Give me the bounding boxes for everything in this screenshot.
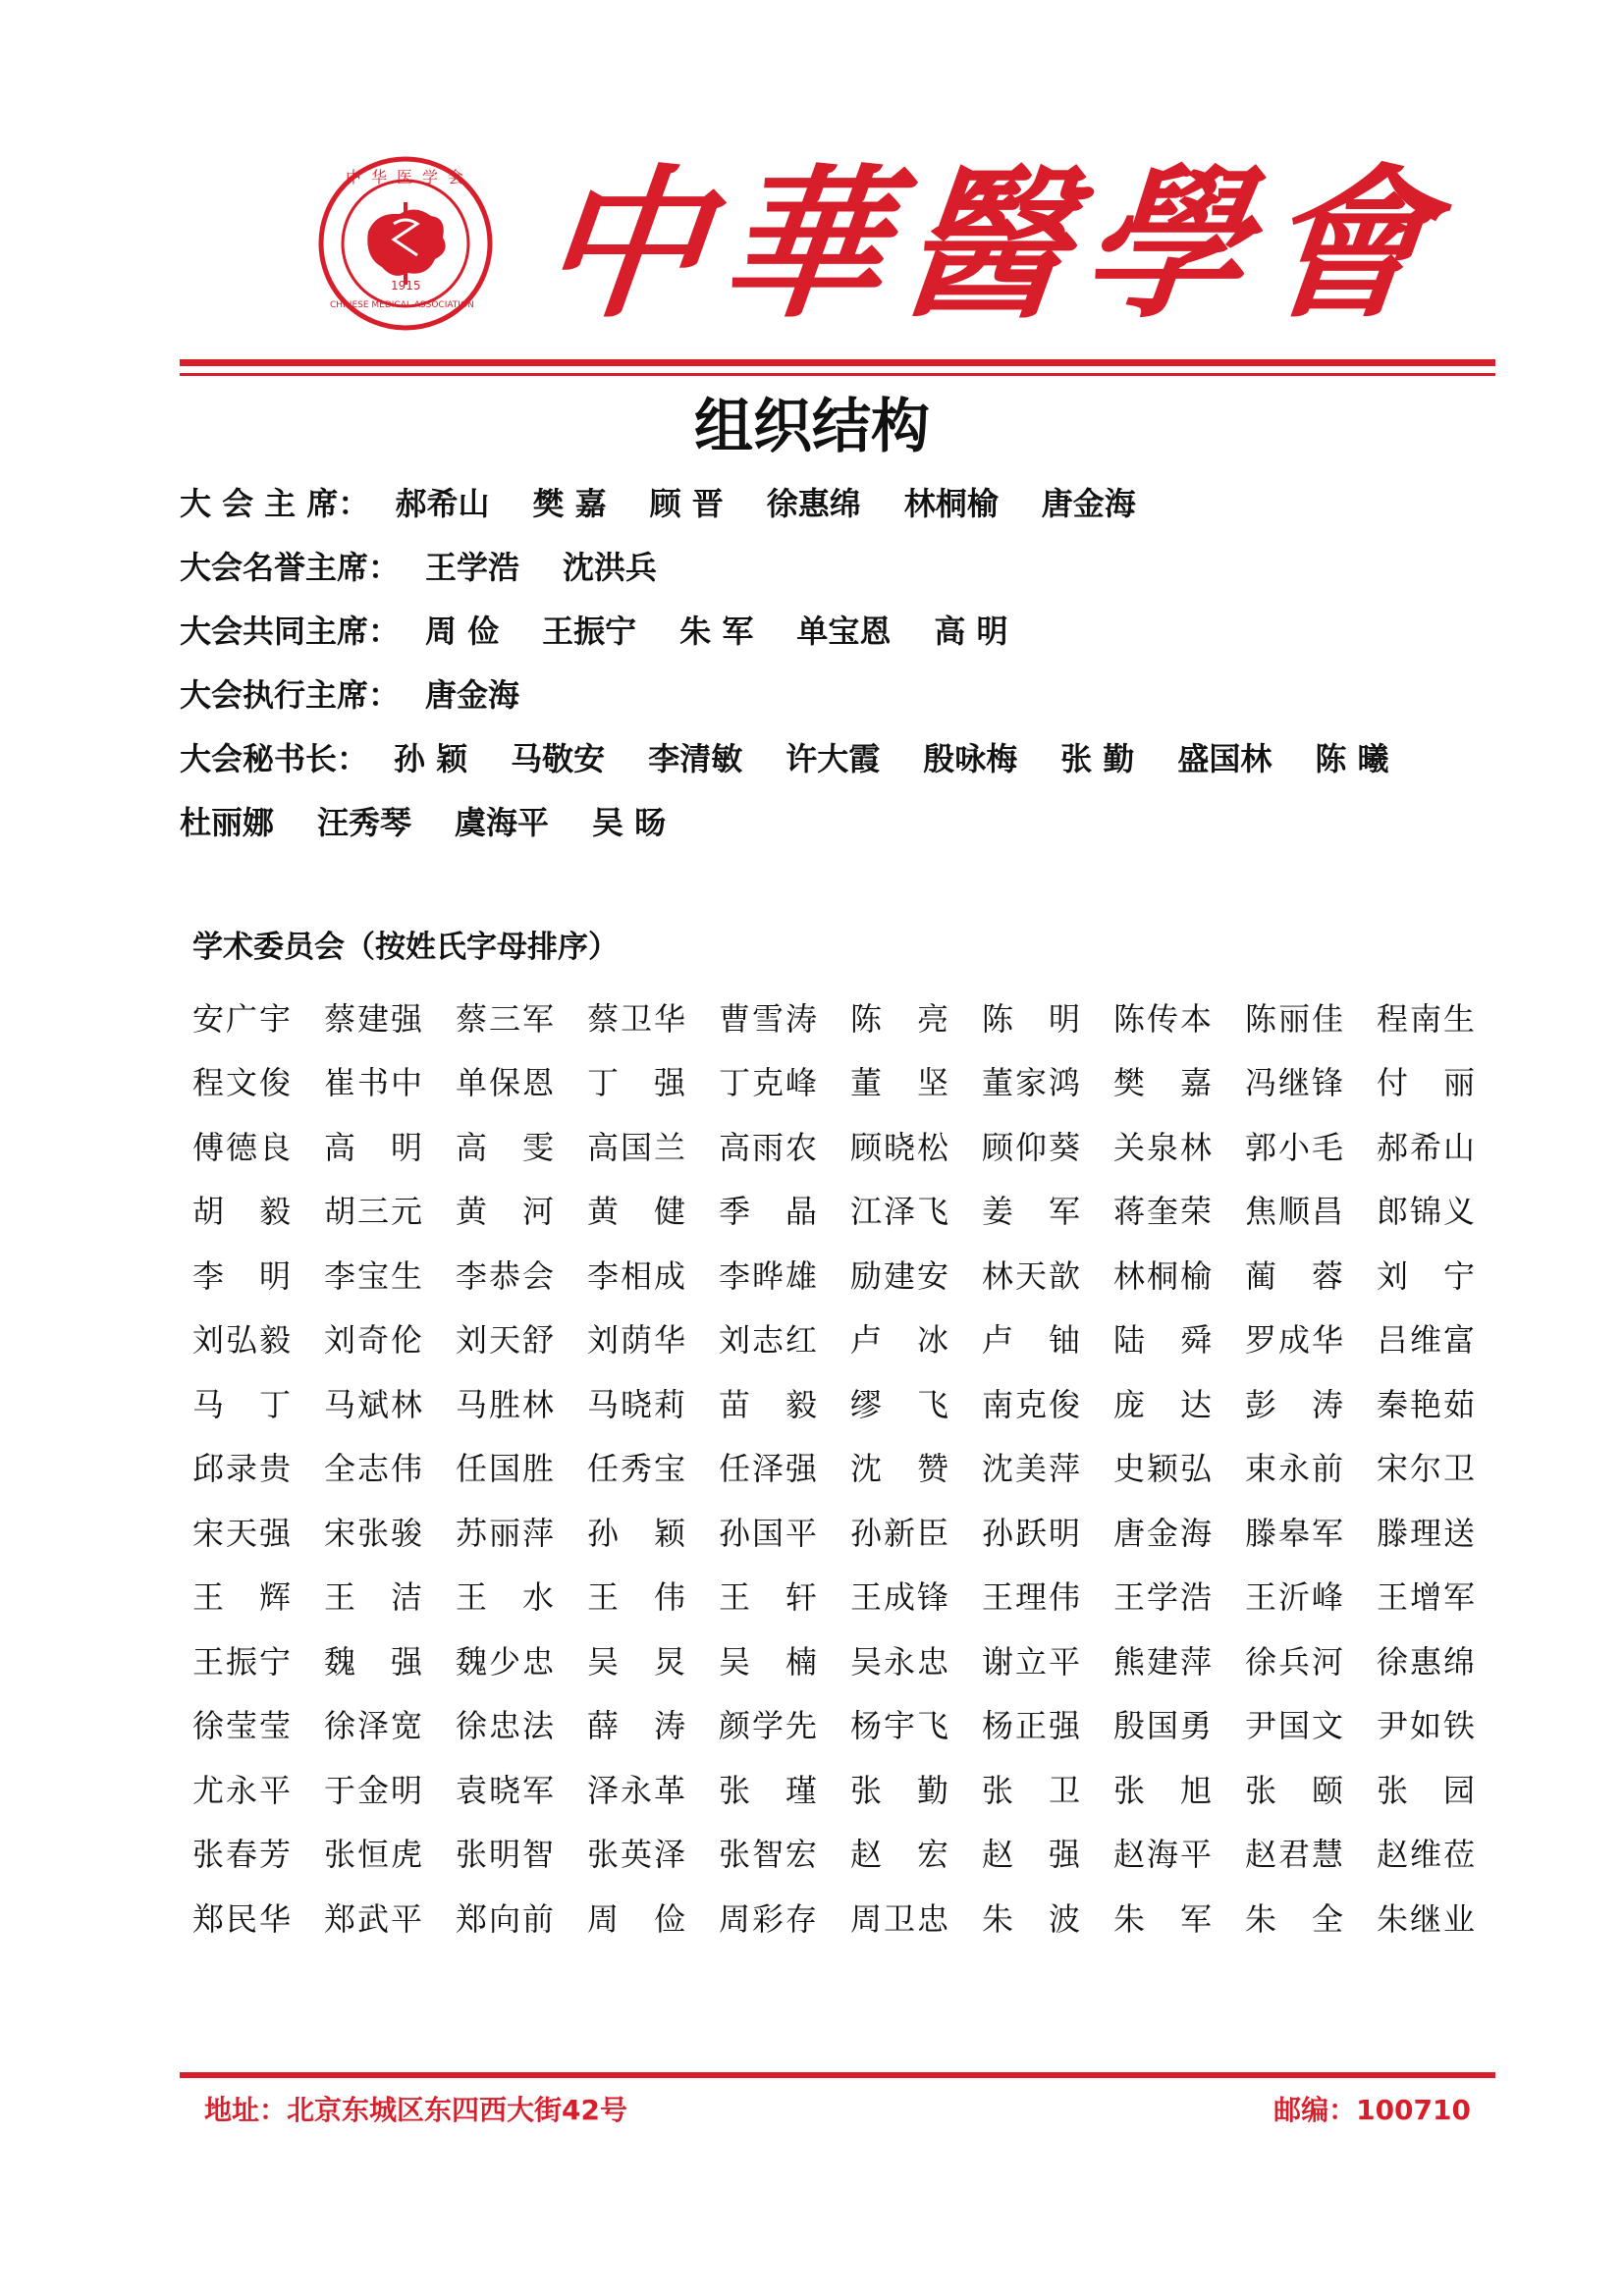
committee-row bbox=[192, 1113, 1508, 1178]
committee-member: 秦艳茹 bbox=[1377, 1385, 1475, 1423]
committee-member: 于金明 bbox=[324, 1771, 422, 1809]
committee-member: 徐兵河 bbox=[1245, 1642, 1343, 1681]
committee-member: 励建安 bbox=[850, 1256, 948, 1295]
committee-member: 徐莹莹 bbox=[192, 1707, 291, 1745]
committee-member: 王学浩 bbox=[1113, 1578, 1212, 1617]
committee-member: 王振宁 bbox=[192, 1642, 291, 1681]
committee-member: 蔡三军 bbox=[456, 999, 554, 1038]
committee-member: 王理伟 bbox=[982, 1578, 1080, 1617]
committee-member: 魏强 bbox=[324, 1642, 422, 1681]
committee-member: 郝希山 bbox=[1377, 1128, 1475, 1166]
committee-member: 丁克峰 bbox=[719, 1064, 817, 1102]
committee-member: 宋张骏 bbox=[324, 1514, 422, 1552]
committee-member: 郑民华 bbox=[192, 1899, 291, 1938]
committee-member: 丁强 bbox=[587, 1064, 685, 1102]
committee-member: 蔺蓉 bbox=[1245, 1256, 1343, 1295]
committee-member: 王伟 bbox=[587, 1578, 685, 1617]
header-rule-thin bbox=[180, 373, 1495, 376]
leadership-row bbox=[180, 533, 1476, 597]
committee-member: 苏丽萍 bbox=[456, 1514, 554, 1552]
committee-member: 谢立平 bbox=[982, 1642, 1080, 1681]
leader-name: 孙 颖 bbox=[394, 739, 468, 777]
committee-member: 赵海平 bbox=[1113, 1836, 1212, 1874]
committee-member: 高明 bbox=[324, 1128, 422, 1166]
leader-name: 盛国林 bbox=[1177, 739, 1272, 777]
footer-postcode: 邮编：100710 bbox=[1273, 2094, 1471, 2126]
committee-member: 薛涛 bbox=[587, 1707, 685, 1745]
committee-member: 沈赞 bbox=[850, 1450, 948, 1488]
leader-name: 单宝恩 bbox=[796, 612, 892, 650]
committee-member: 季晶 bbox=[719, 1193, 817, 1231]
committee-member: 滕皋军 bbox=[1245, 1514, 1343, 1552]
committee-member: 尤永平 bbox=[192, 1771, 291, 1809]
leader-name: 李清敏 bbox=[648, 739, 743, 777]
committee-row bbox=[192, 1242, 1508, 1307]
committee-member: 安广宇 bbox=[192, 999, 291, 1038]
committee-member: 张英泽 bbox=[587, 1836, 685, 1874]
leadership-row bbox=[180, 724, 1476, 788]
leader-name: 殷咏梅 bbox=[923, 739, 1018, 777]
committee-member: 吴炅 bbox=[587, 1642, 685, 1681]
committee-member: 陆舜 bbox=[1113, 1321, 1212, 1360]
committee-member: 高雯 bbox=[456, 1128, 554, 1166]
leadership-row bbox=[180, 661, 1476, 724]
leadership-row bbox=[180, 788, 1476, 852]
committee-member: 关泉林 bbox=[1113, 1128, 1212, 1166]
committee-member: 罗成华 bbox=[1245, 1321, 1343, 1360]
committee-member: 曹雪涛 bbox=[719, 999, 817, 1038]
leader-name: 朱 军 bbox=[679, 612, 754, 650]
committee-member: 卢冰 bbox=[850, 1321, 948, 1360]
committee-row bbox=[192, 1628, 1508, 1692]
committee-member: 刘宁 bbox=[1377, 1256, 1475, 1295]
committee-member: 张瑾 bbox=[719, 1771, 817, 1809]
committee-member: 赵强 bbox=[982, 1836, 1080, 1874]
committee-member: 马斌林 bbox=[324, 1385, 422, 1423]
committee-member: 张卫 bbox=[982, 1771, 1080, 1809]
leader-name: 高 明 bbox=[934, 612, 1008, 650]
committee-member: 顾晓松 bbox=[850, 1128, 948, 1166]
leadership-list bbox=[180, 469, 1476, 852]
committee-member: 吴永忠 bbox=[850, 1642, 948, 1681]
committee-member: 高雨农 bbox=[719, 1128, 817, 1166]
leader-name: 陈 曦 bbox=[1315, 739, 1389, 777]
committee-member: 高国兰 bbox=[587, 1128, 685, 1166]
committee-member: 宋尔卫 bbox=[1377, 1450, 1475, 1488]
committee-member: 彭涛 bbox=[1245, 1385, 1343, 1423]
leadership-label: 大会执行主席： bbox=[180, 675, 401, 714]
committee-member: 朱全 bbox=[1245, 1899, 1343, 1938]
committee-member: 顾仰葵 bbox=[982, 1128, 1080, 1166]
committee-member: 张颐 bbox=[1245, 1771, 1343, 1809]
committee-member: 刘荫华 bbox=[587, 1321, 685, 1360]
committee-member: 程南生 bbox=[1377, 999, 1475, 1038]
committee-member: 杨宇飞 bbox=[850, 1707, 948, 1745]
committee-grid bbox=[192, 985, 1508, 1949]
committee-member: 史颖弘 bbox=[1113, 1450, 1212, 1488]
committee-member: 赵宏 bbox=[850, 1836, 948, 1874]
committee-member: 周彩存 bbox=[719, 1899, 817, 1938]
committee-member: 马晓莉 bbox=[587, 1385, 685, 1423]
committee-row bbox=[192, 1885, 1508, 1949]
committee-member: 徐泽宽 bbox=[324, 1707, 422, 1745]
committee-member: 尹如铁 bbox=[1377, 1707, 1475, 1745]
committee-member: 王洁 bbox=[324, 1578, 422, 1617]
committee-member: 黄河 bbox=[456, 1193, 554, 1231]
leader-name: 顾 晋 bbox=[649, 484, 724, 522]
committee-member: 苗毅 bbox=[719, 1385, 817, 1423]
committee-member: 王辉 bbox=[192, 1578, 291, 1617]
committee-member: 焦顺昌 bbox=[1245, 1193, 1343, 1231]
committee-member: 滕理送 bbox=[1377, 1514, 1475, 1552]
committee-member: 王轩 bbox=[719, 1578, 817, 1617]
leader-name: 王学浩 bbox=[425, 548, 520, 586]
committee-member: 刘奇伦 bbox=[324, 1321, 422, 1360]
committee-member: 朱军 bbox=[1113, 1899, 1212, 1938]
committee-member: 周俭 bbox=[587, 1899, 685, 1938]
committee-row bbox=[192, 1307, 1508, 1371]
committee-member: 郭小毛 bbox=[1245, 1128, 1343, 1166]
leadership-label: 大会秘书长： bbox=[180, 739, 369, 777]
committee-member: 崔书中 bbox=[324, 1064, 422, 1102]
committee-member: 徐忠法 bbox=[456, 1707, 554, 1745]
leader-name: 虞海平 bbox=[455, 803, 550, 841]
committee-member: 胡毅 bbox=[192, 1193, 291, 1231]
committee-member: 张勤 bbox=[850, 1771, 948, 1809]
committee-member: 孙颖 bbox=[587, 1514, 685, 1552]
leader-name: 汪秀琴 bbox=[317, 803, 412, 841]
committee-member: 董家鸿 bbox=[982, 1064, 1080, 1102]
leader-name: 唐金海 bbox=[1041, 484, 1136, 522]
committee-member: 周卫忠 bbox=[850, 1899, 948, 1938]
committee-member: 李恭会 bbox=[456, 1256, 554, 1295]
committee-row bbox=[192, 1435, 1508, 1500]
committee-row bbox=[192, 1178, 1508, 1243]
leader-name: 吴 旸 bbox=[592, 803, 667, 841]
committee-member: 孙国平 bbox=[719, 1514, 817, 1552]
committee-member: 林桐榆 bbox=[1113, 1256, 1212, 1295]
letterhead bbox=[0, 0, 1624, 373]
committee-member: 王水 bbox=[456, 1578, 554, 1617]
brand-logotype: 中華醫學會 bbox=[531, 149, 1456, 341]
committee-member: 蒋奎荣 bbox=[1113, 1193, 1212, 1231]
committee-member: 殷国勇 bbox=[1113, 1707, 1212, 1745]
committee-member: 郎锦义 bbox=[1377, 1193, 1475, 1231]
committee-member: 冯继锋 bbox=[1245, 1064, 1343, 1102]
page-title: 组织结构 bbox=[694, 393, 930, 461]
committee-member: 王成锋 bbox=[850, 1578, 948, 1617]
committee-member: 赵维莅 bbox=[1377, 1836, 1475, 1874]
committee-member: 王沂峰 bbox=[1245, 1578, 1343, 1617]
committee-member: 陈亮 bbox=[850, 999, 948, 1038]
committee-row bbox=[192, 1821, 1508, 1886]
committee-member: 陈传本 bbox=[1113, 999, 1212, 1038]
committee-member: 吴楠 bbox=[719, 1642, 817, 1681]
leader-name: 杜丽娜 bbox=[180, 803, 275, 841]
committee-member: 黄健 bbox=[587, 1193, 685, 1231]
committee-member: 郑向前 bbox=[456, 1899, 554, 1938]
footer-rule bbox=[180, 2072, 1495, 2078]
committee-member: 袁晓军 bbox=[456, 1771, 554, 1809]
leader-name: 樊 嘉 bbox=[532, 484, 607, 522]
leadership-row bbox=[180, 469, 1476, 533]
committee-member: 樊嘉 bbox=[1113, 1064, 1212, 1102]
committee-member: 李相成 bbox=[587, 1256, 685, 1295]
committee-member: 林天歆 bbox=[982, 1256, 1080, 1295]
committee-member: 傅德良 bbox=[192, 1128, 291, 1166]
footer-address: 地址：北京东城区东四西大街42号 bbox=[204, 2094, 627, 2126]
committee-member: 刘天舒 bbox=[456, 1321, 554, 1360]
committee-member: 尹国文 bbox=[1245, 1707, 1343, 1745]
committee-member: 任秀宝 bbox=[587, 1450, 685, 1488]
committee-row bbox=[192, 1692, 1508, 1757]
committee-row bbox=[192, 1049, 1508, 1114]
leader-name: 王振宁 bbox=[542, 612, 637, 650]
committee-member: 张明智 bbox=[456, 1836, 554, 1874]
committee-member: 张恒虎 bbox=[324, 1836, 422, 1874]
committee-member: 王增军 bbox=[1377, 1578, 1475, 1617]
emblem-year: 1915 bbox=[391, 279, 421, 293]
committee-member: 江泽飞 bbox=[850, 1193, 948, 1231]
committee-member: 赵君慧 bbox=[1245, 1836, 1343, 1874]
committee-member: 邱录贵 bbox=[192, 1450, 291, 1488]
committee-member: 卢铀 bbox=[982, 1321, 1080, 1360]
committee-member: 唐金海 bbox=[1113, 1514, 1212, 1552]
committee-member: 全志伟 bbox=[324, 1450, 422, 1488]
committee-member: 孙跃明 bbox=[982, 1514, 1080, 1552]
committee-member: 庞达 bbox=[1113, 1385, 1212, 1423]
leader-name: 郝希山 bbox=[395, 484, 490, 522]
committee-member: 孙新臣 bbox=[850, 1514, 948, 1552]
committee-member: 南克俊 bbox=[982, 1385, 1080, 1423]
emblem-ring-cn: 中华医学会 bbox=[346, 168, 474, 187]
committee-member: 李晔雄 bbox=[719, 1256, 817, 1295]
committee-member: 董坚 bbox=[850, 1064, 948, 1102]
committee-member: 熊建萍 bbox=[1113, 1642, 1212, 1681]
committee-member: 任泽强 bbox=[719, 1450, 817, 1488]
committee-member: 蔡建强 bbox=[324, 999, 422, 1038]
leadership-row bbox=[180, 597, 1476, 661]
committee-member: 徐惠绵 bbox=[1377, 1642, 1475, 1681]
header-rule bbox=[180, 359, 1495, 366]
leader-name: 徐惠绵 bbox=[766, 484, 861, 522]
leadership-label: 大会名誉主席： bbox=[180, 548, 401, 586]
leader-name: 马敬安 bbox=[511, 739, 606, 777]
committee-member: 杨正强 bbox=[982, 1707, 1080, 1745]
committee-member: 沈美萍 bbox=[982, 1450, 1080, 1488]
committee-row bbox=[192, 1370, 1508, 1435]
committee-member: 张旭 bbox=[1113, 1771, 1212, 1809]
committee-member: 张春芳 bbox=[192, 1836, 291, 1874]
leader-name: 沈洪兵 bbox=[563, 548, 658, 586]
committee-member: 单保恩 bbox=[456, 1064, 554, 1102]
committee-member: 张智宏 bbox=[719, 1836, 817, 1874]
committee-member: 姜军 bbox=[982, 1193, 1080, 1231]
committee-member: 刘弘毅 bbox=[192, 1321, 291, 1360]
committee-title: 学术委员会（按姓氏字母排序） bbox=[192, 930, 619, 965]
committee-member: 刘志红 bbox=[719, 1321, 817, 1360]
leader-name: 林桐榆 bbox=[903, 484, 999, 522]
leader-name: 唐金海 bbox=[425, 675, 520, 714]
committee-member: 魏少忠 bbox=[456, 1642, 554, 1681]
committee-member: 胡三元 bbox=[324, 1193, 422, 1231]
committee-member: 张园 bbox=[1377, 1771, 1475, 1809]
committee-row bbox=[192, 1564, 1508, 1629]
leader-name: 许大霞 bbox=[785, 739, 881, 777]
committee-member: 蔡卫华 bbox=[587, 999, 685, 1038]
emblem-ring-en: CHINESE MEDICAL ASSOCIATION bbox=[330, 300, 474, 310]
committee-member: 颜学先 bbox=[719, 1707, 817, 1745]
committee-member: 马胜林 bbox=[456, 1385, 554, 1423]
committee-member: 朱波 bbox=[982, 1899, 1080, 1938]
leader-name: 周 俭 bbox=[425, 612, 500, 650]
committee-member: 陈明 bbox=[982, 999, 1080, 1038]
committee-member: 郑武平 bbox=[324, 1899, 422, 1938]
committee-member: 吕维富 bbox=[1377, 1321, 1475, 1360]
leadership-label: 大 会 主 席： bbox=[180, 484, 370, 522]
leader-name: 张 勤 bbox=[1060, 739, 1135, 777]
committee-member: 马丁 bbox=[192, 1385, 291, 1423]
committee-member: 朱继业 bbox=[1377, 1899, 1475, 1938]
committee-member: 束永前 bbox=[1245, 1450, 1343, 1488]
leadership-label: 大会共同主席： bbox=[180, 612, 401, 650]
committee-member: 宋天强 bbox=[192, 1514, 291, 1552]
committee-row bbox=[192, 1499, 1508, 1564]
committee-member: 缪飞 bbox=[850, 1385, 948, 1423]
committee-row bbox=[192, 985, 1508, 1049]
committee-member: 李明 bbox=[192, 1256, 291, 1295]
committee-member: 李宝生 bbox=[324, 1256, 422, 1295]
committee-member: 泽永革 bbox=[587, 1771, 685, 1809]
committee-member: 陈丽佳 bbox=[1245, 999, 1343, 1038]
committee-member: 程文俊 bbox=[192, 1064, 291, 1102]
committee-row bbox=[192, 1756, 1508, 1821]
committee-member: 付丽 bbox=[1377, 1064, 1475, 1102]
committee-member: 任国胜 bbox=[456, 1450, 554, 1488]
